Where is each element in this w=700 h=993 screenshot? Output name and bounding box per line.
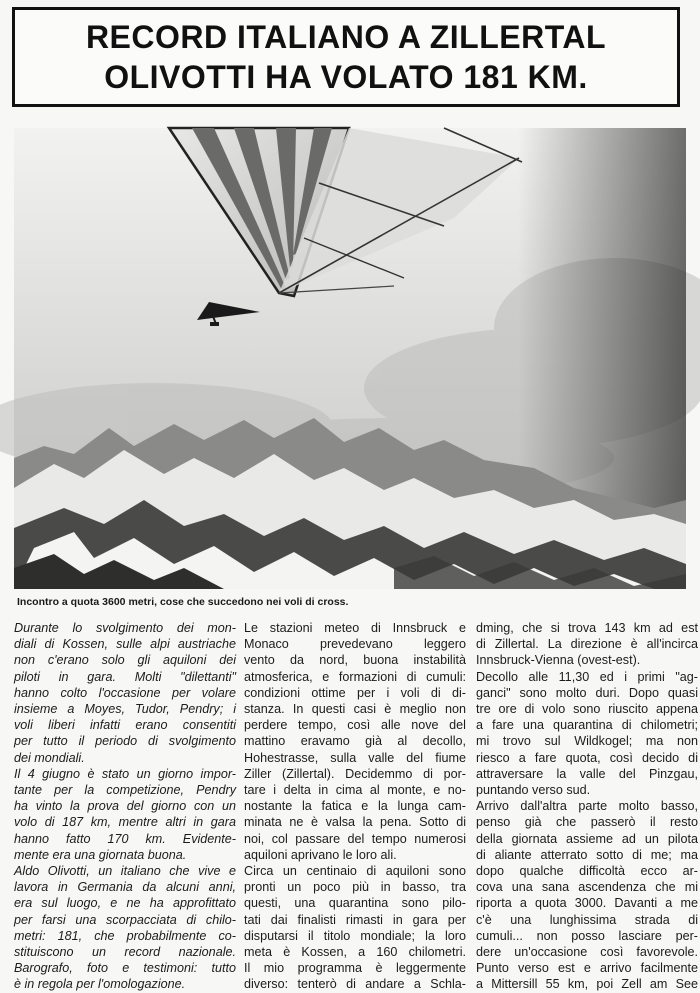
- text-line: cumuli... non posso lasciare per-: [476, 928, 698, 943]
- text-line: puntando verso sud.: [476, 783, 591, 798]
- text-line: Le stazioni meteo di Innsbruck e: [244, 621, 466, 635]
- text-line: non c'erano solo gli aquiloni dei: [14, 653, 236, 668]
- text-line: è in regola per l'omologazione.: [14, 977, 186, 992]
- text-line: di Zillertal. La direzione è all'incirca: [476, 637, 698, 652]
- article-column-1: [14, 620, 236, 992]
- text-line: ganci" sono molto duri. Dopo quasi: [476, 685, 698, 700]
- headline-line-1: RECORD ITALIANO A ZILLERTAL: [85, 19, 607, 55]
- text-line: Ziller (Zillertal). Decidemmo di por-: [244, 766, 466, 781]
- text-line: Monaco prevedevano leggero: [244, 637, 466, 652]
- text-line: cova una sana ascendenza che mi: [476, 880, 698, 895]
- text-line: stanza. In questi casi è meglio non: [244, 702, 466, 717]
- text-line: Innsbruck-Vienna (ovest-est).: [476, 653, 641, 668]
- text-line: Barografo, foto e testimoni: tutto: [14, 961, 236, 976]
- text-line: tante per la competizione, Pendry: [14, 783, 236, 798]
- text-line: Circa un centinaio di aquiloni sono: [244, 864, 466, 879]
- text-line: metri: 181, che probabilmente co-: [14, 928, 236, 943]
- text-line: minata ne è valsa la pena. Sotto di: [244, 815, 466, 830]
- text-line: Il mio programma è leggermente: [244, 961, 466, 976]
- text-line: mi trovo sul Wildkogel; ma non: [476, 734, 698, 749]
- text-line: penso già che passerò il resto: [476, 815, 698, 830]
- text-line: tre ore di volo sono riuscito appena: [476, 702, 698, 717]
- text-line: dming, che si trova 143 km ad est: [476, 621, 698, 635]
- text-line: Hohestrasse, sulla valle del fiume: [244, 750, 466, 765]
- text-line: diverso: tenterò di andare a Schla-: [244, 977, 466, 992]
- text-line: nostante la fatica e la lunga cam-: [244, 799, 466, 814]
- text-line: noi, col passare del tempo numerosi: [244, 831, 466, 846]
- text-line: c'è una lunghissima strada di: [476, 912, 698, 927]
- text-line: era sul luogo, e ne ha approfittato: [14, 896, 236, 911]
- text-line: perdere tempo, così alle nove del: [244, 718, 466, 733]
- text-line: volo di 187 km, mentre altri in gara: [14, 815, 236, 830]
- text-line: hanno colto l'occasione per volare: [14, 685, 236, 700]
- text-line: Il 4 giugno è stato un giorno impor-: [14, 766, 236, 781]
- text-line: tare i delta in cima al monte, e no-: [244, 783, 466, 798]
- text-line: a fare una quarantina di chilometri;: [476, 718, 698, 733]
- text-line: Decollo alle 11,30 ed i primi "ag-: [476, 669, 698, 684]
- text-line: atmosferica, e formazioni di cumuli:: [244, 669, 466, 684]
- text-line: stituiscono un record nazionale.: [14, 945, 236, 960]
- text-line: tati dai finalisti rimasti in gara per: [244, 912, 466, 927]
- text-line: riesco a fare quota, così decido di: [476, 750, 698, 765]
- text-line: mente era una giornata buona.: [14, 847, 187, 862]
- text-line: diali di Kossen, sulle alpi austriache: [14, 637, 236, 652]
- text-line: questi, una quarantina sono pilo-: [244, 896, 466, 911]
- headline-line-2: OLIVOTTI HA VOLATO 181 KM.: [104, 59, 588, 95]
- text-line: mattino eravamo già al decollo,: [244, 734, 466, 749]
- text-line: attraversare la valle del Pinzgau,: [476, 766, 698, 781]
- text-line: Aldo Olivotti, un italiano che vive e: [14, 864, 236, 879]
- text-line: hanno fatto 170 km. Evidente-: [14, 831, 236, 846]
- text-line: piloti in gara. Molti "dilettanti": [14, 669, 236, 684]
- article-column-2: [244, 620, 466, 992]
- text-line: riporta a quota 3000. Davanti a me: [476, 896, 698, 911]
- text-line: Durante lo svolgimento dei mon-: [14, 621, 236, 635]
- text-line: dere un'occasione così favorevole.: [476, 945, 698, 960]
- article-column-3: [476, 620, 698, 992]
- hang-glider-photo: [14, 128, 686, 589]
- text-line: meta è Kossen, a 160 chilometri.: [244, 945, 466, 960]
- text-line: condizioni ottime per i voli di di-: [244, 685, 466, 700]
- text-line: a Mittersill 55 km, poi Zell am See: [476, 977, 698, 992]
- text-line: Arrivo dall'altra parte molto basso,: [476, 799, 698, 814]
- text-line: disputarsi il titolo mondiale; la loro: [244, 928, 466, 943]
- text-line: insieme a Moyes, Tudor, Pendry; i: [14, 702, 236, 717]
- text-line: vento da nord, buona instabilità: [244, 653, 466, 668]
- text-line: Punto verso est e arrivo facilmente: [476, 961, 698, 976]
- text-line: pronti un poco più in basso, tra: [244, 880, 466, 895]
- text-line: lavora in Germania da alcuni anni,: [14, 880, 236, 895]
- headline-box: [12, 7, 680, 107]
- text-line: per tutto il periodo di svolgimento: [14, 734, 236, 749]
- text-line: ha vinto la prova del giorno con un: [14, 799, 236, 814]
- text-line: dopo qualche difficoltà ecco ar-: [476, 864, 698, 879]
- text-line: voli liberi infatti erano consentiti: [14, 718, 236, 733]
- text-line: dei mondiali.: [14, 750, 85, 765]
- text-line: della giornata assieme ad un pilota: [476, 831, 698, 846]
- text-line: di aliante atterrato sotto di me; ma: [476, 847, 698, 862]
- text-line: aquiloni aprivano le loro ali.: [244, 847, 397, 862]
- photo-caption: Incontro a quota 3600 metri, cose che succedono nei voli di cross.: [17, 596, 349, 608]
- text-line: per farsi una scorpacciata di chilo-: [14, 912, 236, 927]
